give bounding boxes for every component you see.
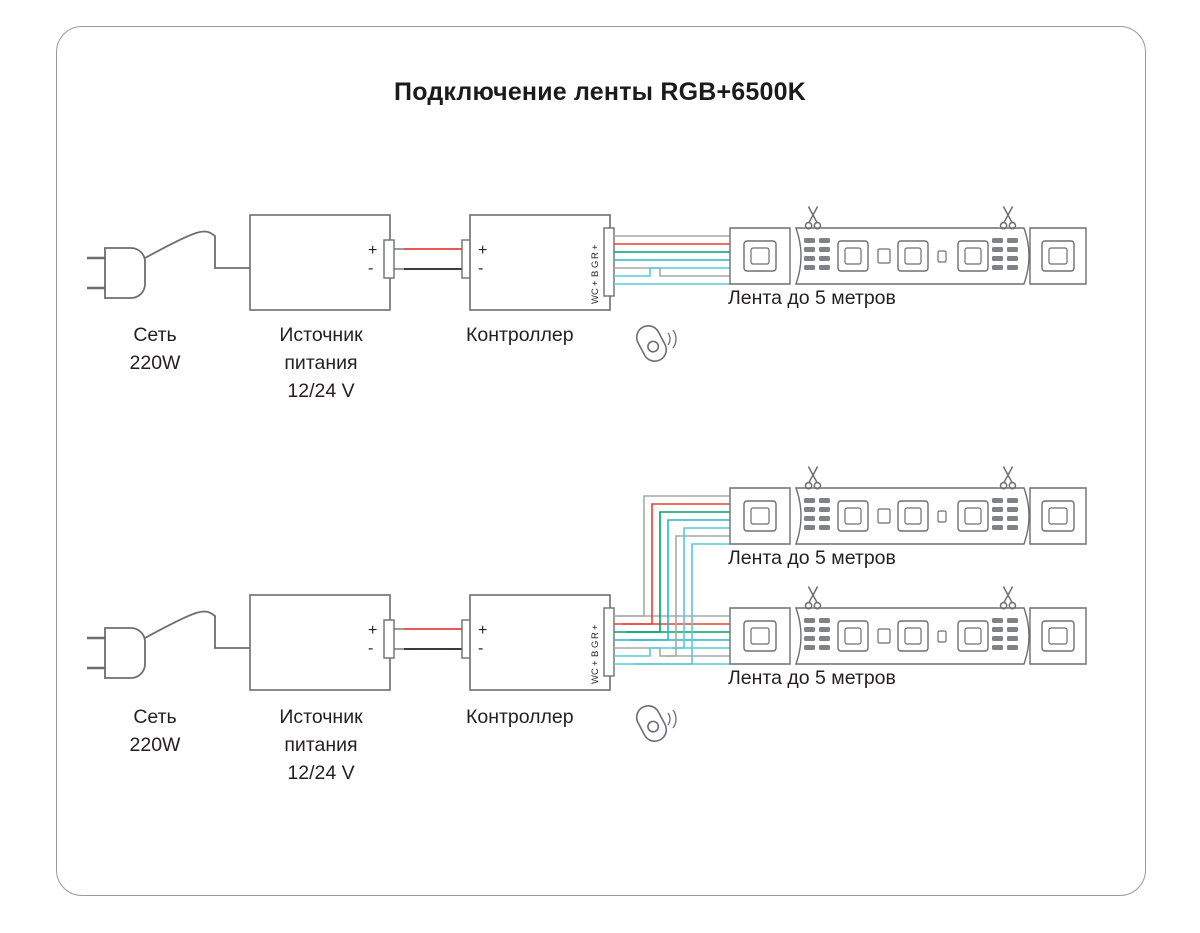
controller-minus-terminal-label-2: - [478, 640, 484, 657]
controller-pin-c-2: C [590, 667, 601, 675]
controller-box [470, 215, 610, 310]
controller-plus-terminal-label: + [478, 242, 488, 259]
psu-label-2-line1: Источник [279, 706, 363, 728]
controller-minus-terminal-label: - [478, 260, 484, 277]
diagram-dual-strip [87, 467, 1086, 746]
led-strip-upper [730, 467, 1086, 545]
scissors-cut-icon [806, 467, 821, 489]
controller-label: Контроллер [466, 324, 574, 346]
psu-label-line3: 12/24 V [287, 380, 355, 402]
psu-minus-terminal-label-2: - [368, 640, 374, 657]
scissors-cut-icon [1001, 587, 1016, 609]
controller-pin-r-2: R [590, 631, 601, 639]
mains-plug-icon [87, 248, 145, 298]
scissors-cut-icon [1001, 467, 1016, 489]
controller-pin-w-2: W [590, 674, 601, 684]
controller-label-2: Контроллер [466, 706, 574, 728]
page-title: Подключение ленты RGB+6500K [394, 78, 806, 106]
controller-pin-b-2: B [590, 650, 601, 657]
psu-minus-terminal-label: - [368, 260, 374, 277]
mains-label-line1: Сеть [133, 324, 177, 346]
mains-plug-icon [87, 628, 145, 678]
strip-label-top: Лента до 5 метров [728, 287, 896, 309]
controller-pin-c: C [590, 287, 601, 295]
psu-label-line1: Источник [279, 324, 363, 346]
strip-label-upper: Лента до 5 метров [728, 547, 896, 569]
controller-pin-plus1: + [590, 243, 601, 250]
psu-label-line2: питания [284, 352, 358, 374]
scissors-cut-icon [806, 587, 821, 609]
controller-pin-plus1-2: + [590, 623, 601, 630]
psu-label-2-line3: 12/24 V [287, 762, 355, 784]
diagram-single-strip [87, 207, 1086, 366]
controller-pin-g-2: G [590, 640, 601, 648]
controller-box [470, 595, 610, 690]
strip-label-lower: Лента до 5 метров [728, 667, 896, 689]
controller-pin-w: W [590, 294, 601, 304]
scissors-cut-icon [1001, 207, 1016, 229]
psu-plus-terminal-label: + [368, 242, 378, 259]
controller-plus-terminal-label-2: + [478, 622, 488, 639]
controller-pin-r: R [590, 251, 601, 259]
controller-pin-b: B [590, 270, 601, 277]
mains-label-2-line2: 220W [129, 734, 181, 756]
mains-label-2-line1: Сеть [133, 706, 177, 728]
controller-pin-plus2-2: + [590, 659, 601, 666]
controller-pin-plus2: + [590, 279, 601, 286]
led-strip-top [730, 207, 1086, 285]
ir-remote-icon [633, 322, 676, 365]
psu-plus-terminal-label-2: + [368, 622, 378, 639]
led-strip-lower [730, 587, 1086, 665]
psu-label-2-line2: питания [284, 734, 358, 756]
scissors-cut-icon [806, 207, 821, 229]
controller-pin-g: G [590, 260, 601, 268]
mains-label-line2: 220W [129, 352, 181, 374]
ir-remote-icon [633, 702, 676, 745]
